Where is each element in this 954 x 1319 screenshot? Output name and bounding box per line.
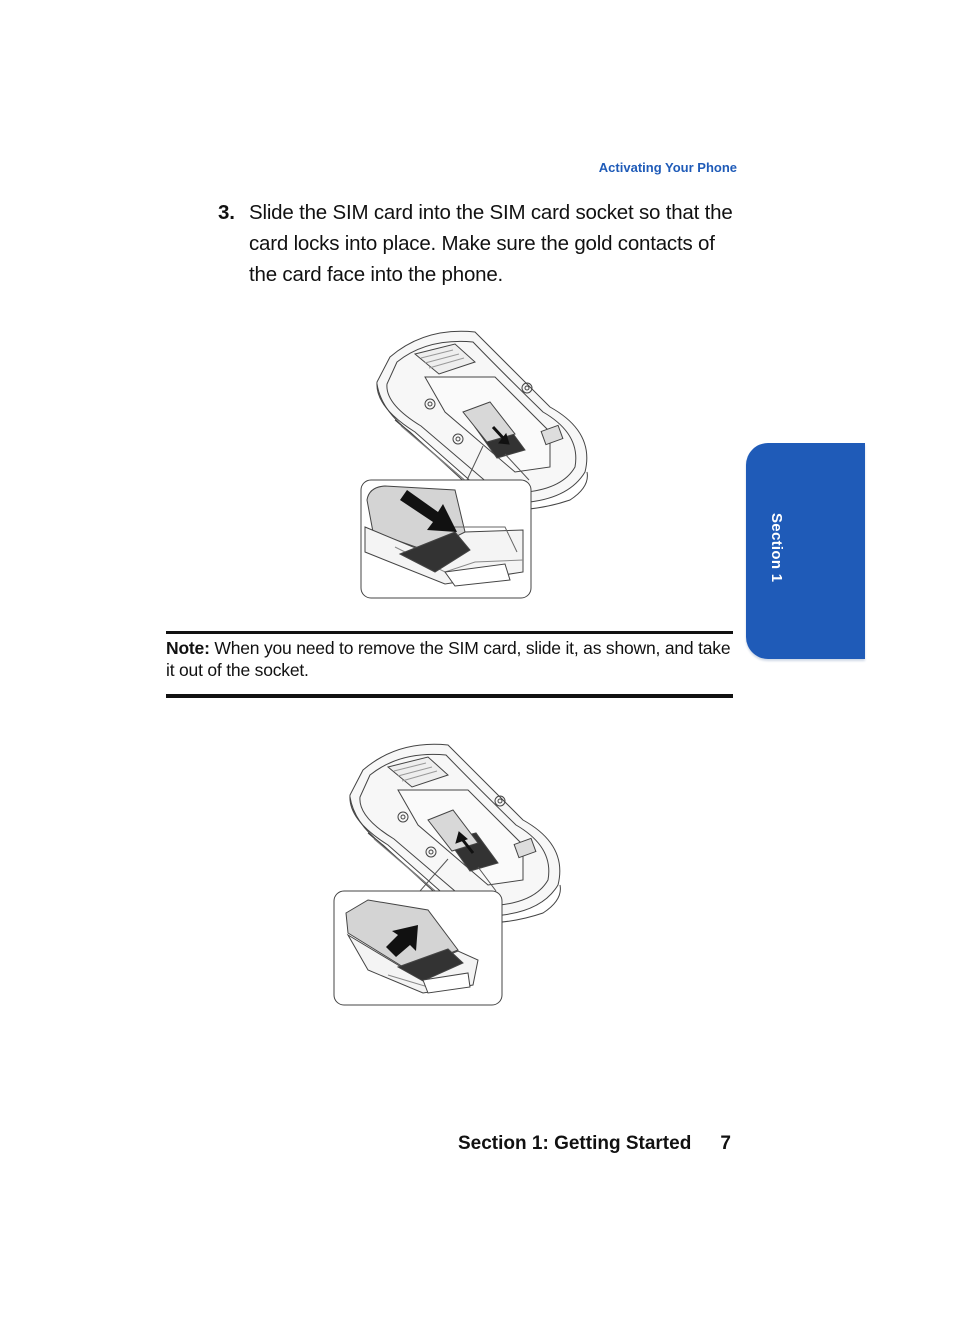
step-text: Slide the SIM card into the SIM card socket so that the card locks into place. Make sure the gold contacts of the card face into the phone. xyxy=(249,201,733,286)
section-tab xyxy=(746,443,865,659)
footer-section-title: Section 1: Getting Started xyxy=(458,1133,692,1154)
note xyxy=(166,637,733,681)
page-number: 7 xyxy=(720,1133,731,1154)
section-tab-label: Section 1 xyxy=(768,513,785,583)
note-rule-top xyxy=(166,631,733,634)
running-head: Activating Your Phone xyxy=(598,160,737,175)
remove-sim-illustration xyxy=(328,735,573,1011)
note-rule-bottom xyxy=(166,694,733,698)
note-text: When you need to remove the SIM card, slide it, as shown, and take it out of the socket. xyxy=(166,638,731,680)
note-label: Note: xyxy=(166,638,210,658)
insert-sim-illustration xyxy=(355,322,600,604)
step-number: 3. xyxy=(218,201,235,224)
